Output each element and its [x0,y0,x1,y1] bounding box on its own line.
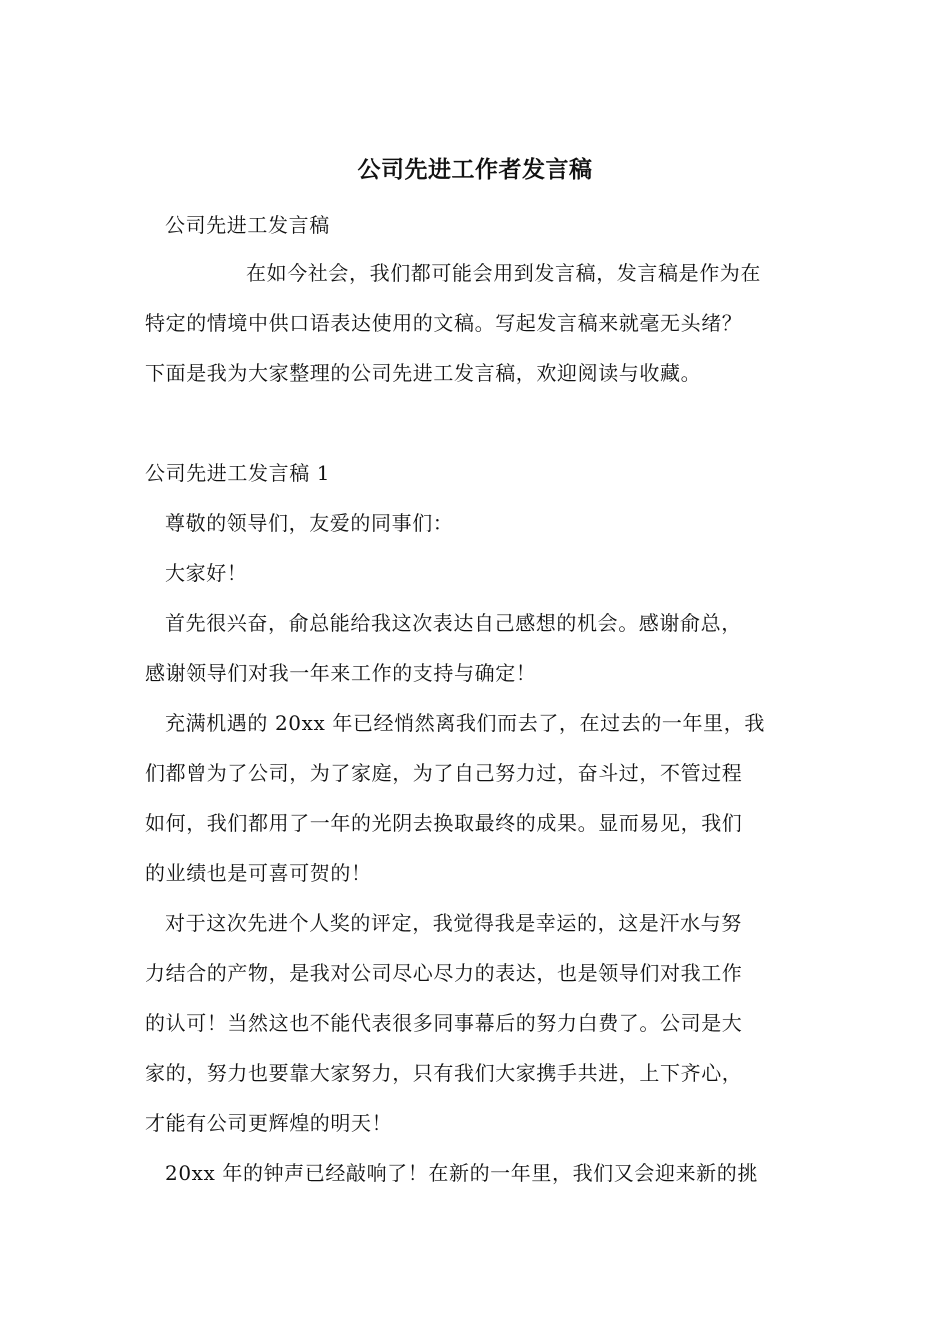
document-title: 公司先进工作者发言稿 [357,156,593,183]
paragraph-1-line-1: 首先很兴奋，俞总能给我这次表达自己感想的机会。感谢俞总， [165,611,742,635]
paragraph-2-line-2: 们都曾为了公司，为了家庭，为了自己努力过，奋斗过，不管过程 [145,761,743,785]
intro-line-3: 下面是我为大家整理的公司先进工发言稿，欢迎阅读与收藏。 [145,361,702,385]
paragraph-3-line-3: 的认可！当然这也不能代表很多同事幕后的努力白费了。公司是大 [145,1011,743,1035]
paragraph-2-line-3: 如何，我们都用了一年的光阴去换取最终的成果。显而易见，我们 [145,811,743,835]
intro-line-1: 在如今社会，我们都可能会用到发言稿，发言稿是作为在 [246,261,761,285]
salutation: 尊敬的领导们，友爱的同事们： [165,511,454,535]
greeting: 大家好！ [165,561,248,585]
paragraph-3-line-5: 才能有公司更辉煌的明天！ [145,1111,393,1135]
paragraph-3-line-2: 力结合的产物，是我对公司尽心尽力的表达，也是领导们对我工作 [145,961,743,985]
paragraph-3-line-1: 对于这次先进个人奖的评定，我觉得我是幸运的，这是汗水与努 [165,911,742,935]
section-heading: 公司先进工发言稿 1 [145,461,331,485]
paragraph-1-line-2: 感谢领导们对我一年来工作的支持与确定！ [145,661,537,685]
paragraph-2-line-4: 的业绩也是可喜可贺的！ [145,861,372,885]
document-subtitle: 公司先进工发言稿 [165,213,330,237]
paragraph-3-line-4: 家的，努力也要靠大家努力，只有我们大家携手共进，上下齐心， [145,1061,743,1085]
paragraph-2-line-1: 充满机遇的 20xx 年已经悄然离我们而去了，在过去的一年里，我 [165,711,765,735]
paragraph-4-line-1: 20xx 年的钟声已经敲响了！在新的一年里，我们又会迎来新的挑 [165,1161,758,1185]
intro-line-2: 特定的情境中供口语表达使用的文稿。写起发言稿来就毫无头绪？ [145,311,743,335]
